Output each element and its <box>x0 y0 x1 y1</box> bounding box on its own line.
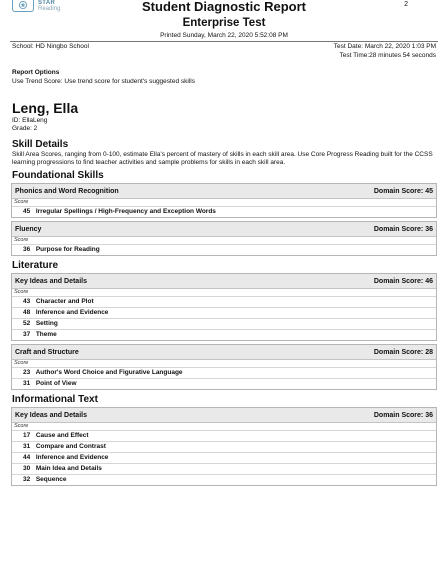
skill-score: 44 <box>23 454 31 461</box>
skill-name: Point of View <box>35 380 77 387</box>
skill-row <box>12 474 436 485</box>
test-date: Test Date: March 22, 2020 1:03 PM <box>333 43 436 50</box>
student-name: Leng, Ella <box>12 100 79 116</box>
skill-score: 32 <box>23 476 31 483</box>
skill-row <box>12 463 436 474</box>
domain-header <box>12 345 436 360</box>
skill-row <box>12 378 436 389</box>
domain-craft-structure <box>11 344 437 390</box>
skill-row <box>12 318 436 329</box>
skill-name: Inference and Evidence <box>35 309 109 316</box>
score-column-label: Score <box>14 289 29 295</box>
domain-header <box>12 408 436 423</box>
logo-line-2: Reading <box>38 6 61 12</box>
skill-score: 17 <box>23 432 31 439</box>
skill-score: 36 <box>23 246 31 253</box>
section-informational-text <box>11 393 437 486</box>
skill-score: 48 <box>23 309 31 316</box>
skill-score: 45 <box>23 208 31 215</box>
score-column-label: Score <box>14 360 29 366</box>
domain-score: Domain Score: 45 <box>373 187 433 195</box>
skill-row <box>12 296 436 307</box>
section-literature <box>11 259 437 390</box>
score-column-label: Score <box>14 237 29 243</box>
domain-name: Key Ideas and Details <box>15 411 87 419</box>
report-options-heading: Report Options <box>12 69 60 76</box>
skill-row <box>12 452 436 463</box>
domain-score: Domain Score: 36 <box>373 225 433 233</box>
skill-name: Irregular Spellings / High-Frequency and Exception Words <box>35 208 216 215</box>
skill-details-heading: Skill Details <box>12 139 69 150</box>
header-divider <box>10 41 438 42</box>
skill-name: Compare and Contrast <box>35 443 106 450</box>
skill-score: 23 <box>23 369 31 376</box>
student-grade: Grade: 2 <box>12 125 38 132</box>
section-foundational-skills <box>11 169 437 256</box>
domain-name: Phonics and Word Recognition <box>15 187 119 195</box>
test-time: Test Time:28 minutes 54 seconds <box>339 52 436 59</box>
skill-row <box>12 441 436 452</box>
score-column-label: Score <box>14 199 29 205</box>
skill-name: Purpose for Reading <box>35 246 100 253</box>
skill-name: Main Idea and Details <box>35 465 102 472</box>
skill-row <box>12 244 436 255</box>
student-id: ID: EllaLeng <box>12 117 48 124</box>
skill-row <box>12 367 436 378</box>
domain-score: Domain Score: 28 <box>373 348 433 356</box>
domain-name: Key Ideas and Details <box>15 277 87 285</box>
skill-name: Cause and Effect <box>35 432 89 439</box>
skill-row <box>12 329 436 340</box>
section-title: Literature <box>12 260 59 271</box>
skill-name: Character and Plot <box>35 298 94 305</box>
skill-details-description: Skill Area Scores, ranging from 0-100, estimate Ella's percent of mastery of skills in each skill area. Use Core Progress Reading built for the CCSS learning progressions to find teacher activities and sample problems for skills in each skill area. <box>12 151 433 166</box>
skill-name: Sequence <box>35 476 67 483</box>
domain-score: Domain Score: 46 <box>373 277 433 285</box>
printed-timestamp: Printed Sunday, March 22, 2020 5:52:08 PM <box>160 32 288 39</box>
domain-fluency <box>11 221 437 256</box>
skill-name: Theme <box>35 331 57 338</box>
skill-score: 43 <box>23 298 31 305</box>
domain-name: Craft and Structure <box>15 348 79 356</box>
skill-sections <box>11 169 437 489</box>
report-subtitle: Enterprise Test <box>182 17 266 29</box>
skill-name: Inference and Evidence <box>35 454 109 461</box>
page-number: 2 <box>404 1 408 8</box>
logo-line-1: STAR <box>38 0 56 6</box>
domain-header <box>12 274 436 289</box>
skill-row <box>12 430 436 441</box>
skill-row <box>12 206 436 217</box>
report-options-text: Use Trend Score: Use trend score for student's suggested skills <box>12 78 195 85</box>
skill-name: Setting <box>35 320 58 327</box>
section-title: Informational Text <box>12 394 98 405</box>
skill-score: 30 <box>23 465 31 472</box>
domain-name: Fluency <box>15 225 42 233</box>
section-title: Foundational Skills <box>12 170 104 181</box>
skill-score: 37 <box>23 331 31 338</box>
skill-row <box>12 307 436 318</box>
skill-score: 31 <box>23 380 31 387</box>
domain-key-ideas <box>11 407 437 486</box>
school-name: School: HD Ningbo School <box>12 43 89 50</box>
skill-name: Author's Word Choice and Figurative Language <box>35 369 183 376</box>
domain-key-ideas <box>11 273 437 341</box>
domain-score: Domain Score: 36 <box>373 411 433 419</box>
skill-score: 31 <box>23 443 31 450</box>
domain-header <box>12 184 436 199</box>
score-column-label: Score <box>14 423 29 429</box>
domain-header <box>12 222 436 237</box>
report-title: Student Diagnostic Report <box>142 0 306 14</box>
skill-score: 52 <box>23 320 31 327</box>
domain-phonics <box>11 183 437 218</box>
